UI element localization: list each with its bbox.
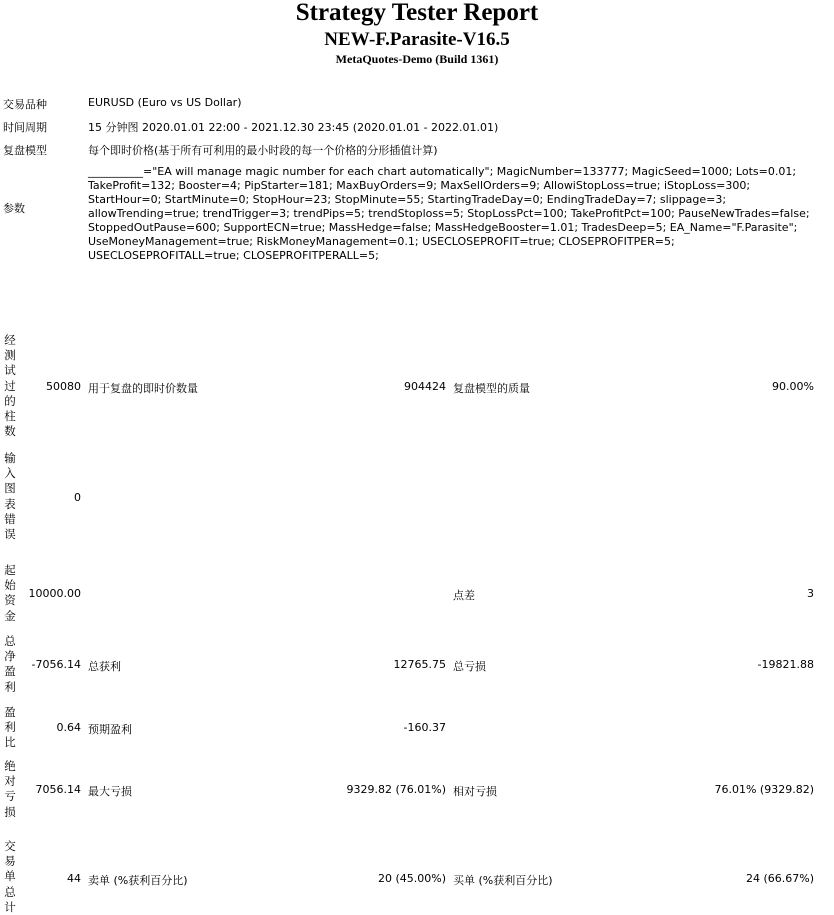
deposit-label: [3, 563, 17, 624]
label-char: 金: [4, 608, 16, 623]
build-info: MetaQuotes-Demo (Build 1361): [335, 52, 499, 66]
errors-label: [3, 451, 17, 542]
label-char: 数: [4, 424, 16, 439]
gross-loss-label: 总亏损: [453, 660, 486, 673]
label-char: 计: [4, 899, 16, 914]
net-profit-value: -7056.14: [31, 658, 81, 671]
ticks-value: 904424: [404, 380, 446, 393]
label-char: 错: [4, 511, 16, 526]
params-label: 参数: [3, 202, 25, 215]
total-trades-value: 44: [67, 872, 81, 885]
label-char: 试: [4, 363, 16, 378]
label-char: 净: [4, 649, 16, 664]
label-char: 绝: [4, 759, 16, 773]
label-char: 入: [4, 466, 16, 481]
period-label: 时间周期: [3, 121, 47, 134]
spread-value: 3: [807, 587, 814, 600]
label-char: 总: [4, 634, 16, 648]
ticks-label: 用于复盘的即时价数量: [88, 382, 198, 395]
bars-value: 50080: [46, 380, 81, 393]
report-title: Strategy Tester Report: [295, 0, 539, 26]
symbol-value: EURUSD (Euro vs US Dollar): [88, 96, 242, 109]
label-char: 亏: [4, 789, 16, 804]
expected-payoff-value: -160.37: [403, 721, 446, 734]
total-trades-label: [3, 839, 17, 915]
label-char: 过: [4, 378, 16, 393]
report-header: [0, 0, 834, 69]
label-char: 起: [4, 563, 16, 577]
label-char: 损: [4, 804, 16, 819]
label-char: 盈: [4, 664, 16, 679]
model-label: 复盘模型: [3, 144, 47, 157]
errors-value: 0: [74, 491, 81, 504]
relative-drawdown-value: 76.01% (9329.82): [714, 783, 814, 796]
label-char: 易: [4, 854, 16, 869]
deposit-value: 10000.00: [28, 587, 81, 600]
gross-loss-value: -19821.88: [757, 658, 814, 671]
label-char: 交: [4, 839, 16, 853]
label-char: 比: [4, 735, 16, 750]
model-quality-label: 复盘模型的质量: [453, 382, 530, 395]
absolute-drawdown-value: 7056.14: [35, 783, 81, 796]
long-positions-value: 24 (66.67%): [745, 872, 814, 885]
model-value: 每个即时价格(基于所有可利用的最小时段的每一个价格的分形插值计算): [88, 144, 438, 157]
long-positions-label: 买单 (%获利百分比): [453, 874, 553, 887]
label-char: 测: [4, 348, 16, 363]
spread-label: 点差: [453, 589, 475, 602]
label-char: 利: [4, 679, 16, 694]
absolute-drawdown-label: [3, 759, 17, 820]
label-char: 单: [4, 869, 16, 884]
profit-factor-value: 0.64: [56, 721, 81, 734]
label-char: 图: [4, 481, 16, 496]
label-char: 利: [4, 720, 16, 735]
short-positions-value: 20 (45.00%): [377, 872, 446, 885]
label-char: 输: [4, 451, 16, 465]
period-value: 15 分钟图 2020.01.01 22:00 - 2021.12.30 23:45 (2020.01.01 - 2022.01.01): [88, 121, 499, 134]
maximal-drawdown-label: 最大亏损: [88, 785, 132, 798]
profit-factor-label: [3, 705, 17, 751]
label-char: 始: [4, 578, 16, 593]
bars-label: [3, 333, 17, 439]
label-char: 资: [4, 593, 16, 608]
gross-profit-value: 12765.75: [393, 658, 446, 671]
label-char: 的: [4, 393, 16, 408]
symbol-label: 交易品种: [3, 98, 47, 111]
model-quality-value: 90.00%: [772, 380, 814, 393]
label-char: 表: [4, 496, 16, 511]
label-char: 柱: [4, 409, 16, 424]
short-positions-label: 卖单 (%获利百分比): [88, 874, 188, 887]
label-char: 盈: [4, 705, 16, 719]
label-char: 总: [4, 884, 16, 899]
relative-drawdown-label: 相对亏损: [453, 785, 497, 798]
net-profit-label: [3, 634, 17, 695]
params-value: __________="EA will manage magic number for each chart automatically"; MagicNumber=133777; MagicSeed=1000; Lots=0.01; TakeProfit=132; Booster=4; PipStarter=181; MaxBuyOrders=9; MaxSellOrders=9; AllowiStopLoss=true; iStopLoss=300; StartHour=0; StartMinute=0; StopHour=23; StopMinute=55; StartingTradeDay=0; EndingTradeDay=7; slippage=3; allowTrending=true; trendTrigger=3; trendPips=5; trendStoploss=5; StopLossPct=100; TakeProfitPct=100; PauseNewTrades=false; StoppedOutPause=600; SupportECN=true; MassHedge=false; MassHedgeBooster=1.01; TradesDeep=5; EA_Name="F.Parasite"; UseMoneyManagement=true; RiskMoneyManagement=0.1; USECLOSEPROFIT=true; CLOSEPROFITPER=5; USECLOSEPROFITALL=true; CLOSEPROFITPERALL=5;: [88, 165, 810, 262]
maximal-drawdown-value: 9329.82 (76.01%): [346, 783, 446, 796]
gross-profit-label: 总获利: [88, 660, 121, 673]
label-char: 经: [4, 333, 16, 347]
label-char: 对: [4, 774, 16, 789]
ea-name: NEW-F.Parasite-V16.5: [324, 29, 510, 50]
label-char: 误: [4, 527, 16, 542]
expected-payoff-label: 预期盈利: [88, 723, 132, 736]
